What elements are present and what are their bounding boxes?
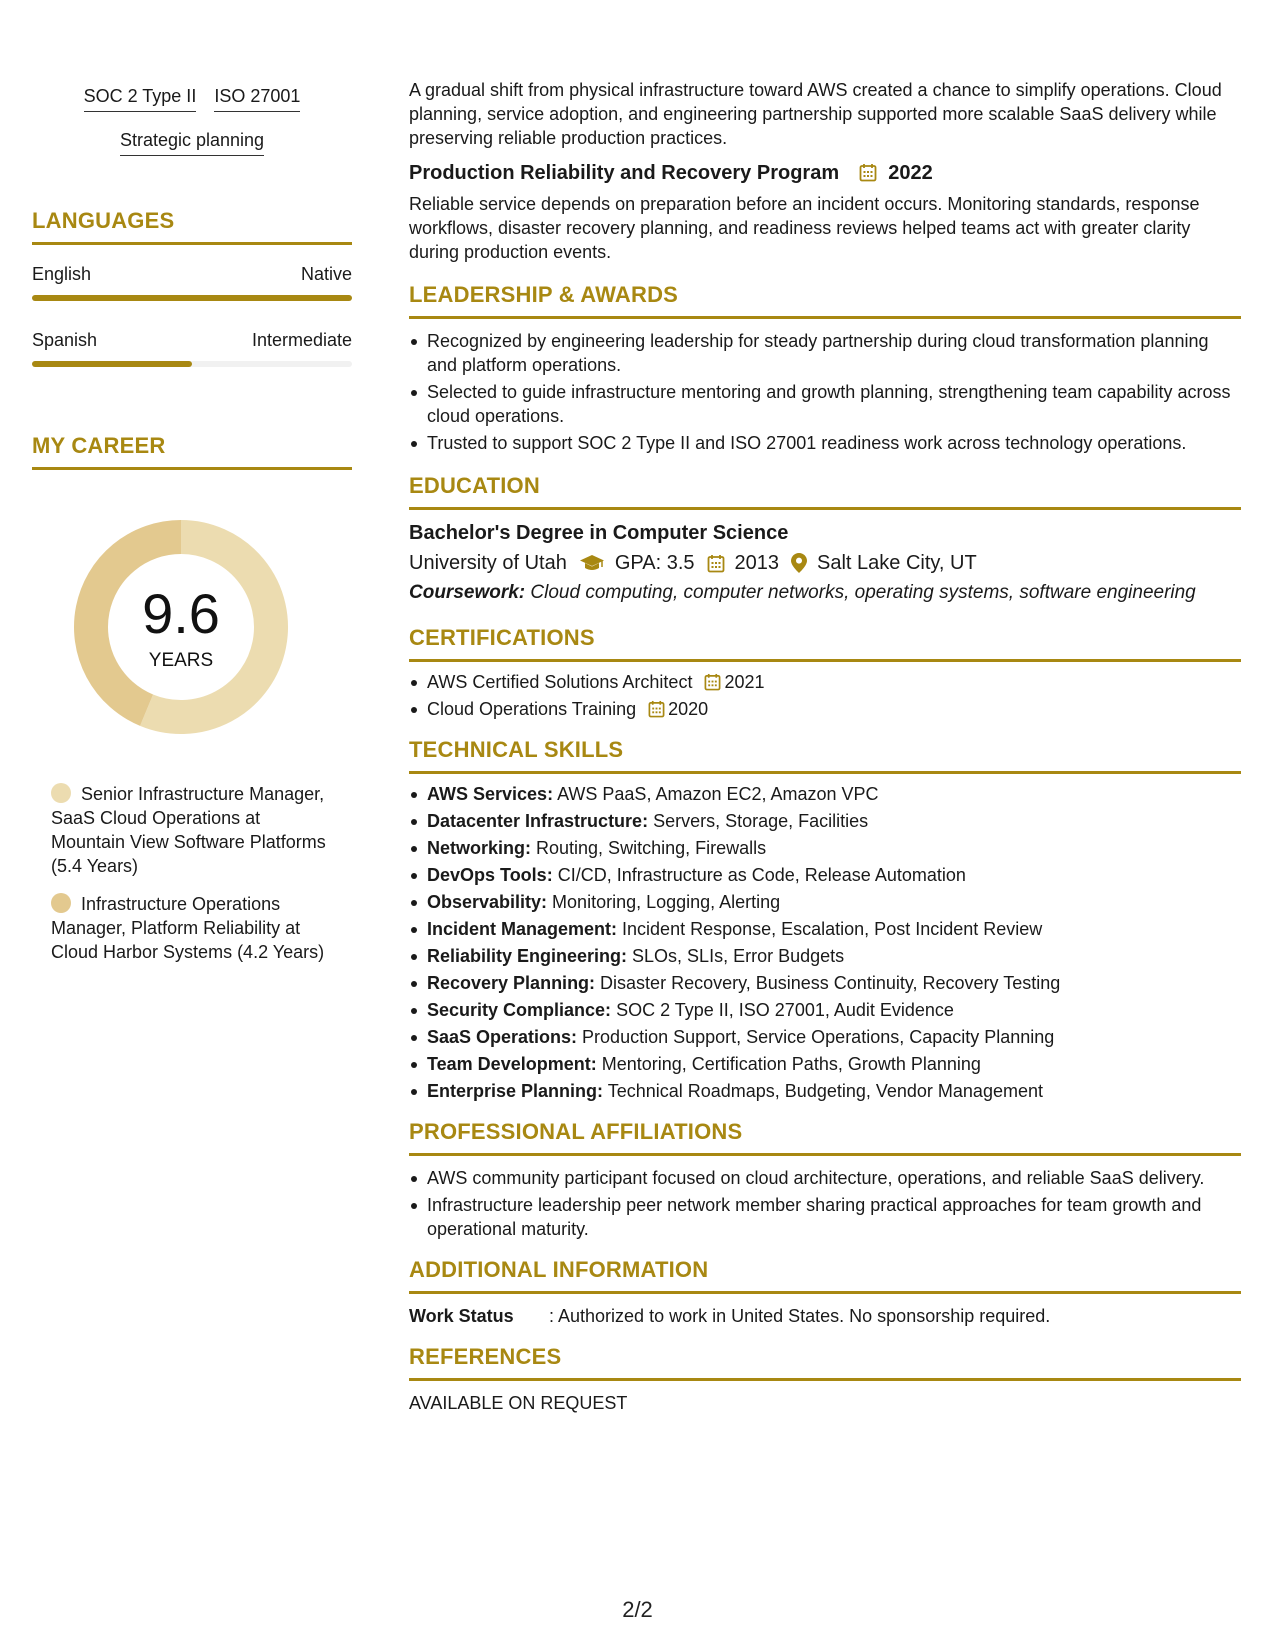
skill-label: Incident Management: [427, 919, 618, 939]
list-item [409, 670, 1241, 694]
language-bar-fill [32, 295, 352, 301]
career-list [32, 782, 332, 964]
career-item [51, 782, 332, 878]
cert-name: Cloud Operations Training [427, 699, 637, 719]
skill-item [409, 863, 1241, 887]
skill-label: AWS Services: [427, 784, 554, 804]
certifications-list [409, 670, 1241, 721]
cert-year: 2021 [724, 672, 765, 692]
language-bar [32, 295, 352, 301]
list-item: AWS community participant focused on cloud architecture, operations, and reliable SaaS delivery. [409, 1166, 1241, 1190]
list-item: Infrastructure leadership peer network member sharing practical approaches for team growth and operational maturity. [409, 1193, 1241, 1241]
program-text: Reliable service depends on preparation before an incident occurs. Monitoring standards, response workflows, disaster recovery planning, and readiness reviews helped teams act with greater clarity during production events. [409, 194, 1200, 262]
career-dot [51, 783, 71, 803]
affiliations-heading: PROFESSIONAL AFFILIATIONS [409, 1119, 1241, 1156]
education-heading: EDUCATION [409, 473, 1241, 510]
additional-heading: ADDITIONAL INFORMATION [409, 1257, 1241, 1294]
program-title [409, 160, 1241, 186]
tag: Strategic planning [120, 128, 264, 156]
list-item: Trusted to support SOC 2 Type II and ISO 27001 readiness work across technology operations. [409, 431, 1241, 455]
graduation-year: 2013 [734, 552, 780, 574]
coursework [409, 580, 1241, 605]
calendar-icon [704, 673, 721, 691]
skill-item [409, 1079, 1241, 1103]
work-status-value: : Authorized to work in United States. No sponsorship required. [549, 1306, 1051, 1326]
coursework-text: Cloud computing, computer networks, operating systems, software engineering [525, 582, 1196, 603]
cert-name: AWS Certified Solutions Architect [427, 672, 693, 692]
skill-value: SOC 2 Type II, ISO 27001, Audit Evidence [611, 1000, 954, 1020]
language-item [32, 263, 352, 301]
certifications-heading: CERTIFICATIONS [409, 625, 1241, 662]
skill-label: Datacenter Infrastructure: [427, 811, 649, 831]
skill-label: DevOps Tools: [427, 865, 553, 885]
work-status-label: Work Status [409, 1306, 514, 1326]
list-item: Recognized by engineering leadership for steady partnership during cloud transformation planning and platform operations. [409, 329, 1241, 377]
leadership-list [409, 329, 1241, 455]
skill-value: AWS PaaS, Amazon EC2, Amazon VPC [553, 784, 879, 804]
skill-value: Technical Roadmaps, Budgeting, Vendor Management [603, 1081, 1043, 1101]
skill-label: SaaS Operations: [427, 1027, 578, 1047]
skill-item [409, 836, 1241, 860]
main-content [409, 78, 1241, 1415]
skill-value: SLOs, SLIs, Error Budgets [627, 946, 845, 966]
skill-value: Monitoring, Logging, Alerting [547, 892, 781, 912]
skill-value: Disaster Recovery, Business Continuity, Recovery Testing [595, 973, 1061, 993]
language-bar-fill [32, 361, 192, 367]
skill-item [409, 1025, 1241, 1049]
coursework-label: Coursework: [409, 582, 526, 603]
list-item: Selected to guide infrastructure mentoring and growth planning, strengthening team capability across cloud operations. [409, 380, 1241, 428]
skills-list [409, 782, 1241, 1103]
calendar-icon [859, 163, 877, 182]
languages-heading: LANGUAGES [32, 208, 352, 245]
skill-value: Routing, Switching, Firewalls [531, 838, 767, 858]
career-dot [51, 893, 71, 913]
tag: SOC 2 Type II [84, 84, 197, 112]
calendar-icon [707, 554, 725, 573]
graduation-cap-icon [579, 554, 605, 572]
school-name: University of Utah [409, 552, 567, 574]
skill-label: Enterprise Planning: [427, 1081, 604, 1101]
skills-heading: TECHNICAL SKILLS [409, 737, 1241, 774]
skill-label: Reliability Engineering: [427, 946, 628, 966]
list-item [409, 697, 1241, 721]
program-year: 2022 [888, 162, 933, 184]
career-total-years: 9.6 [142, 582, 220, 645]
skill-item [409, 971, 1241, 995]
page-number: 2/2 [622, 1597, 653, 1622]
language-bar [32, 361, 352, 367]
work-status-row [409, 1304, 1241, 1328]
tag: ISO 27001 [214, 84, 300, 112]
skill-item [409, 782, 1241, 806]
skill-label: Recovery Planning: [427, 973, 596, 993]
language-name: Spanish [32, 330, 98, 350]
leadership-heading: LEADERSHIP & AWARDS [409, 282, 1241, 319]
intro-text: A gradual shift from physical infrastructure toward AWS created a chance to simplify operations. Cloud planning, service adoption, and engineering partnership supported more scalable SaaS delivery while preserving reliable production practices. [409, 80, 1222, 148]
calendar-icon [648, 700, 665, 718]
skill-value: Incident Response, Escalation, Post Incident Review [617, 919, 1043, 939]
career-heading: MY CAREER [32, 433, 352, 470]
skill-item [409, 998, 1241, 1022]
skill-value: CI/CD, Infrastructure as Code, Release Automation [552, 865, 966, 885]
language-level: Native [300, 264, 352, 284]
gpa: GPA: 3.5 [614, 552, 695, 574]
career-total-unit: YEARS [148, 650, 214, 671]
school-location: Salt Lake City, UT [817, 552, 977, 574]
program-name: Production Reliability and Recovery Program [409, 162, 840, 184]
skill-value: Servers, Storage, Facilities [648, 811, 869, 831]
career-item [51, 892, 332, 964]
sidebar [32, 84, 352, 978]
skill-label: Observability: [427, 892, 548, 912]
skill-item [409, 890, 1241, 914]
skill-item [409, 944, 1241, 968]
references-heading: REFERENCES [409, 1344, 1241, 1381]
skill-label: Team Development: [427, 1054, 597, 1074]
degree-title: Bachelor's Degree in Computer Science [409, 522, 789, 544]
cert-year: 2020 [668, 699, 709, 719]
affiliations-list [409, 1166, 1241, 1241]
skill-item [409, 809, 1241, 833]
tag-row [32, 128, 352, 156]
language-item [32, 329, 352, 367]
skill-item [409, 1052, 1241, 1076]
skill-label: Security Compliance: [427, 1000, 612, 1020]
location-pin-icon [791, 553, 807, 573]
education-details [409, 550, 1241, 576]
skill-value: Mentoring, Certification Paths, Growth Planning [596, 1054, 981, 1074]
career-role: Infrastructure Operations Manager, Platform Reliability at Cloud Harbor Systems (4.2 Years) [51, 894, 325, 962]
skill-item [409, 917, 1241, 941]
career-donut [66, 512, 296, 742]
tag-row [32, 84, 352, 112]
career-role: Senior Infrastructure Manager, SaaS Cloud Operations at Mountain View Software Platforms (5.4 Years) [51, 784, 326, 876]
skill-label: Networking: [427, 838, 532, 858]
language-level: Intermediate [251, 330, 352, 350]
language-name: English [32, 264, 92, 284]
references-text: AVAILABLE ON REQUEST [409, 1393, 628, 1413]
skill-value: Production Support, Service Operations, Capacity Planning [577, 1027, 1055, 1047]
